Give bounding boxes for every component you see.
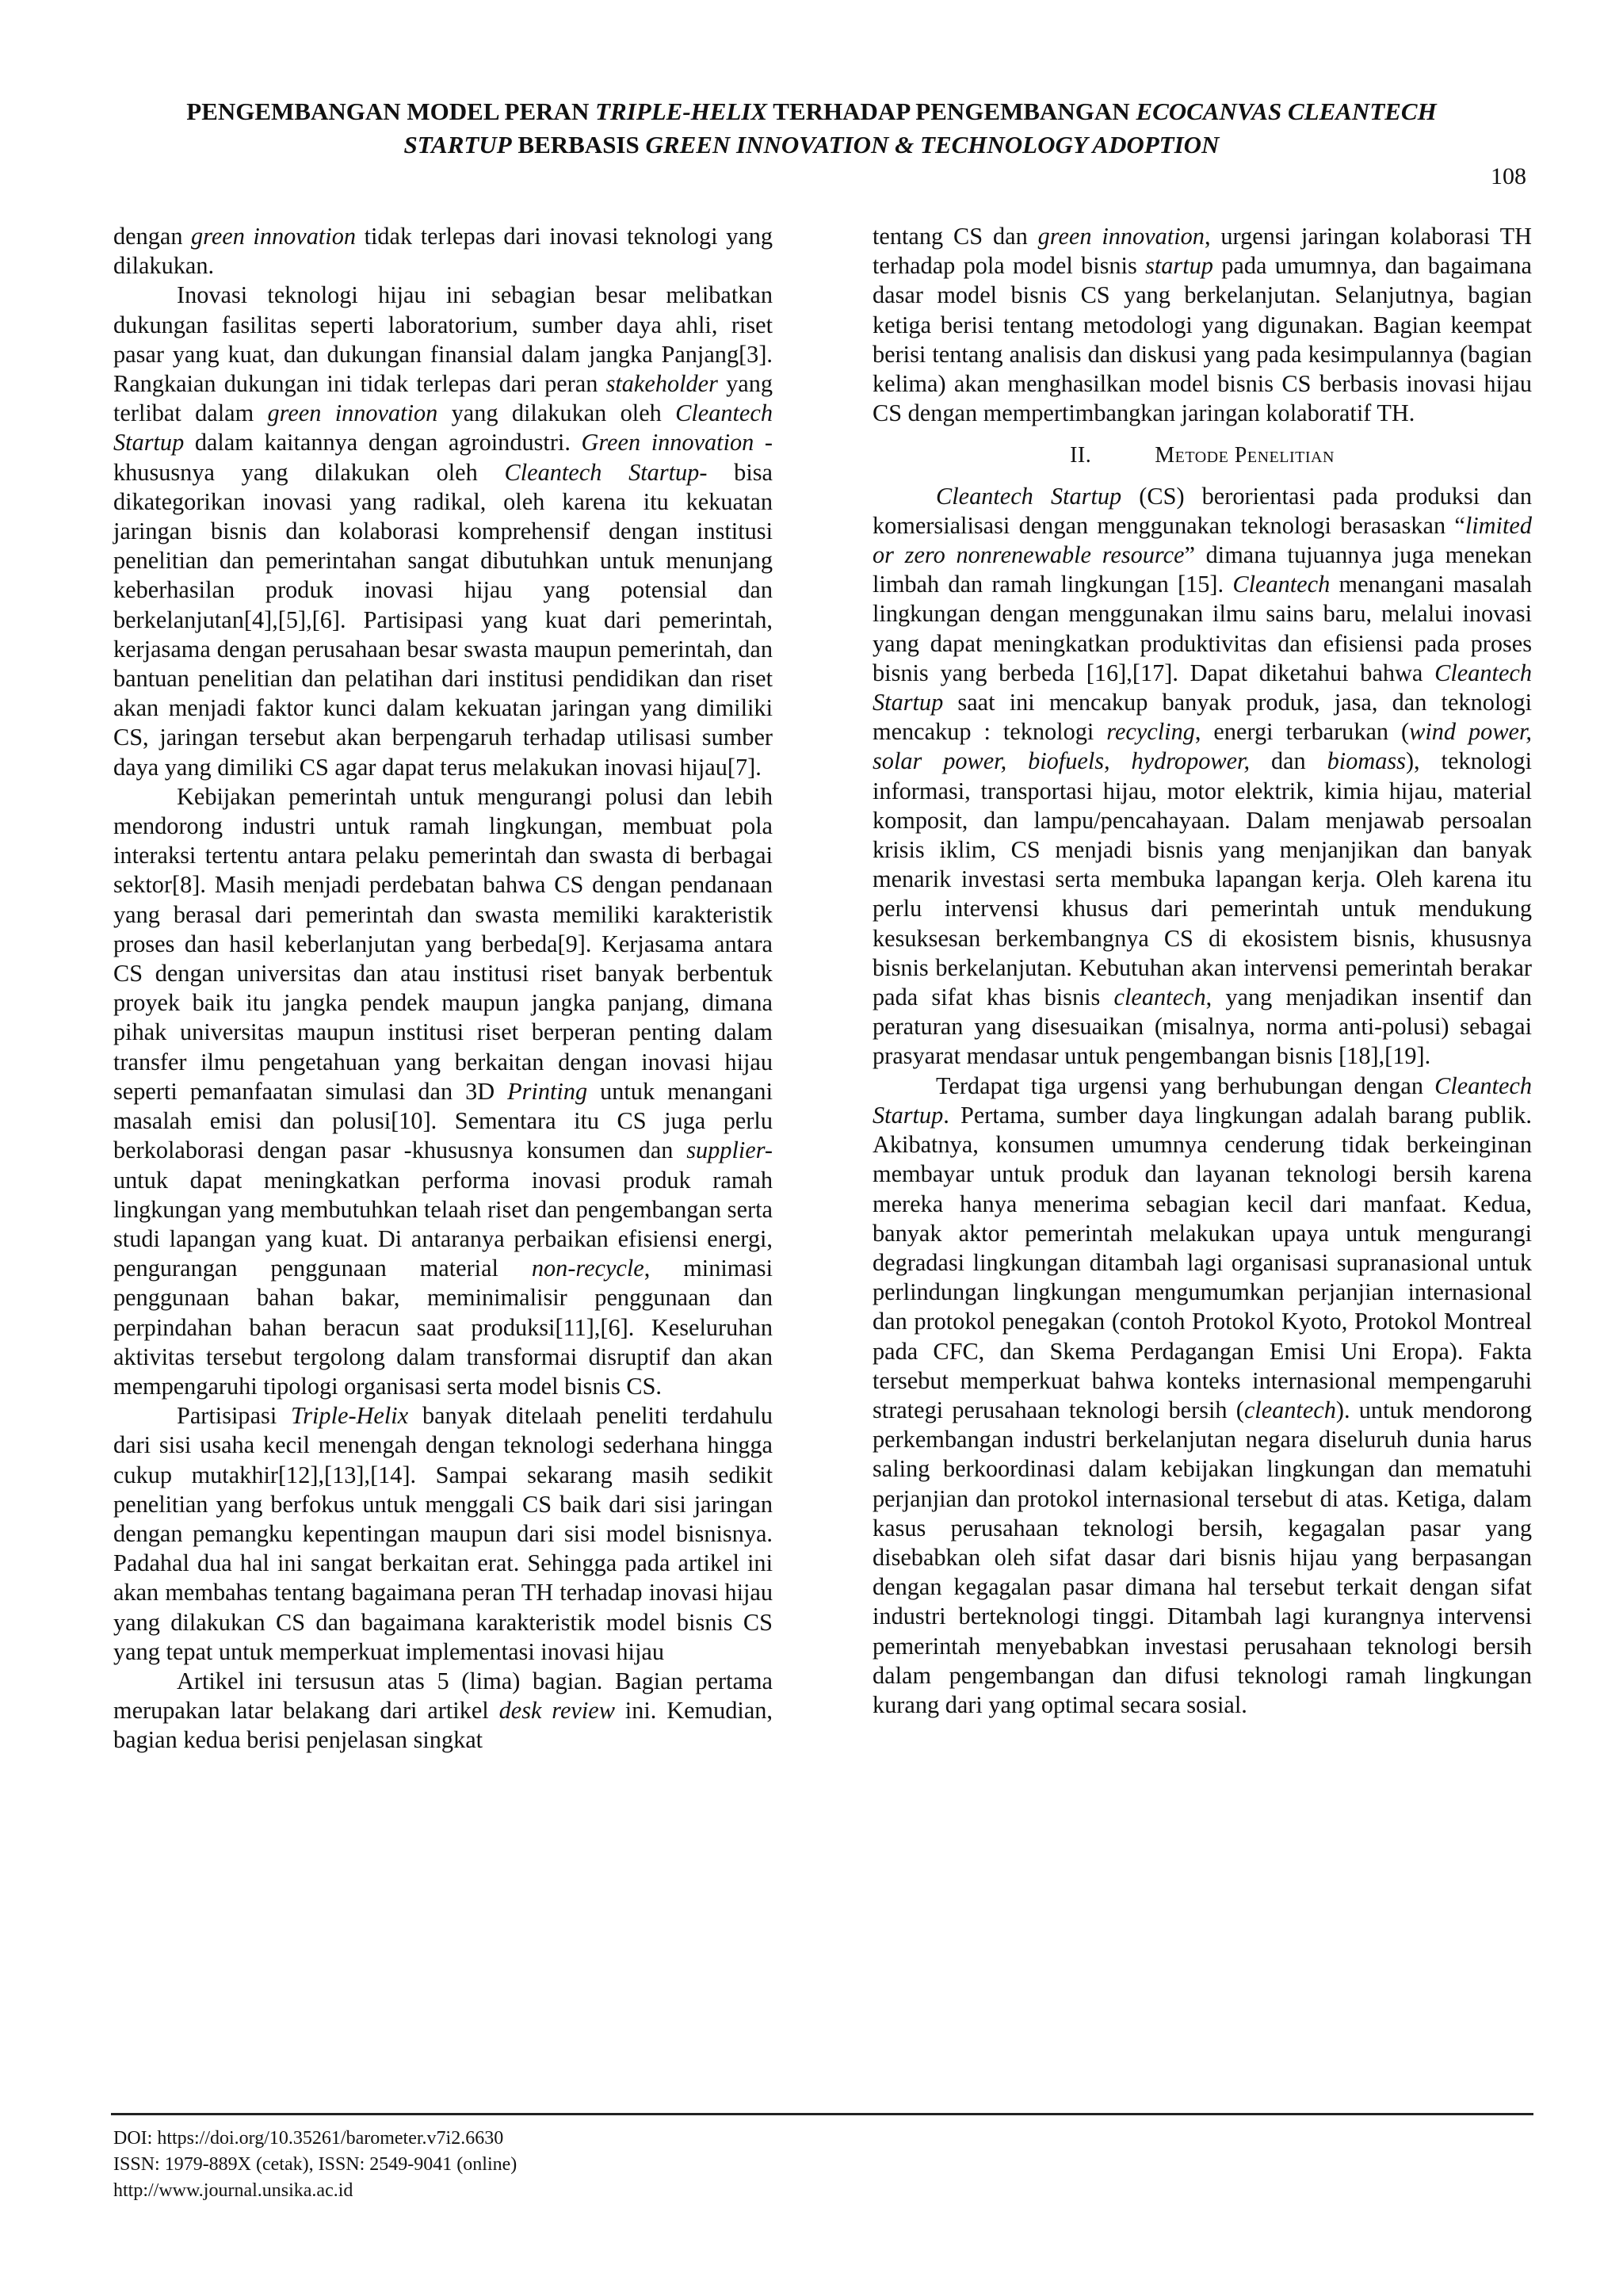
italic-text: Green innovation [581,429,754,457]
italic-text: Cleantech [1232,571,1331,598]
text-run: yang dilakukan oleh [437,399,676,427]
page-footer [113,2126,517,2204]
footer-url[interactable]: http://www.journal.unsika.ac.id [113,2180,353,2201]
italic-text: supplier- [686,1137,773,1164]
italic-text: wind power, solar power, biofuels, hydropower, [873,718,1532,775]
paragraph [113,1401,773,1667]
text-run: , yang menjadikan insentif dan peraturan yang disesuaikan (misalnya, norma anti-polusi) sebagai prasyarat mendasar untuk pengembangan bisnis [18],[19]. [873,984,1532,1070]
italic-text: Printing [507,1077,588,1105]
italic-text: green innovation [191,223,357,250]
italic-text: Cleantech Startup [936,482,1122,510]
text-run: saat ini mencakup banyak produk, jasa, dan teknologi mencakup : teknologi [873,689,1532,746]
paragraph [113,1667,773,1755]
paragraph [873,482,1532,1072]
text-run: untuk dapat meningkatkan performa inovasi produk ramah lingkungan yang membutuhkan telaah riset dan pengembangan serta studi lapangan yang kuat. Di antaranya perbaikan efisiensi energi, pengurangan penggunaan material [113,1166,773,1282]
text-run: dalam kaitannya dengan agroindustri. [184,429,582,457]
paragraph [873,222,1532,428]
text-run: Terdapat tiga urgensi yang berhubungan dengan [936,1072,1435,1099]
paragraph [113,222,773,281]
text-run: (CS) berorientasi pada produksi dan komersialisasi dengan menggunakan teknologi berasaskan “ [873,482,1532,539]
italic-text: Triple-Helix [291,1402,409,1430]
page-number: 108 [1491,163,1526,189]
text-run: ), teknologi informasi, transportasi hijau, motor elektrik, kimia hijau, material komposit, dan lampu/pencahayaan. Dalam menjawab persoalan krisis iklim, CS menjadi bisnis yang menjanjikan dan banyak menarik investasi serta membuka lapangan kerja. Oleh karena itu perlu intervensi khusus dari pemerintah untuk mendukung kesuksesan berkembangnya CS di ekosistem bisnis, khususnya bisnis berkelanjutan. Kebutuhan akan intervensi pemerintah berakar pada sifat khas bisnis [873,747,1532,1011]
text-run: Inovasi teknologi hijau ini sebagian besar melibatkan dukungan fasilitas seperti laboratorium, sumber daya ahli, riset pasar yang kuat, dan dukungan finansial dalam jangka Panjang[3]. Rangkaian dukungan ini tidak terlepas dari peran [113,281,773,398]
paragraph [873,1072,1532,1720]
right-column [873,222,1532,1720]
italic-text: green innovation [1037,223,1205,250]
text-run: ini. Kemudian, bagian kedua berisi penjelasan singkat [113,1697,773,1754]
text-run: pada umumnya, dan bagaimana dasar model bisnis CS yang berkelanjutan. Selanjutnya, bagian ketiga berisi tentang metodologi yang digunakan. Bagian keempat berisi tentang analisis dan diskusi yang pada kesimpulannya (bagian kelima) akan menghasilkan model bisnis CS berbasis inovasi hijau CS dengan mempertimbangkan jaringan kolaboratif TH. [873,252,1532,427]
footer-divider [111,2113,1533,2115]
text-run: ” dimana tujuannya juga menekan limbah dan ramah lingkungan [15]. [873,541,1532,598]
italic-text: Cleantech Startup [873,1072,1532,1129]
footer-doi: DOI: https://doi.org/10.35261/barometer.v7i2.6630 [113,2128,504,2149]
text-run: yang terlibat dalam [113,370,773,427]
italic-text: Cleantech Startup- [504,458,708,486]
text-run: . Pertama, sumber daya lingkungan adalah barang publik. Akibatnya, konsumen umumnya cenderung tidak berkeinginan membayar untuk produk dan layanan teknologi bersih karena mereka hanya menerima sebagian kecil dari manfaat. Kedua, banyak aktor pemerintah melakukan upaya untuk mengurangi degradasi lingkungan ditambah lagi organisasi supranasional untuk perlindungan lingkungan mengumumkan perjanjian internasional dan protokol penegakan (contoh Protokol Kyoto, Protokol Montreal pada CFC, dan Skema Perdagangan Emisi Uni Eropa). Fakta tersebut memperkuat bahwa konteks internasional mempengaruhi strategi perusahaan teknologi bersih ( [873,1101,1532,1423]
italic-text: green innovation [267,399,438,427]
text-run: , energi terbarukan ( [1194,718,1410,746]
text-run: dan [1250,747,1327,775]
title-line-2: STARTUP BERBASIS GREEN INNOVATION & TECHNOLOGY ADOPTION [403,131,1220,159]
title-line-1: PENGEMBANGAN MODEL PERAN TRIPLE-HELIX TERHADAP PENGEMBANGAN ECOCANVAS CLEANTECH [186,97,1437,125]
italic-text: cleantech [1113,984,1206,1011]
italic-text: Cleantech Startup [873,659,1532,716]
paragraph [113,782,773,1401]
text-run: tentang CS dan [873,223,1038,250]
text-run: Kebijakan pemerintah untuk mengurangi polusi dan lebih mendorong industri untuk ramah lingkungan, membuat pola interaksi tertentu antara pelaku pemerintah dan swasta di berbagai sektor[8]. Masih menjadi perdebatan bahwa CS dengan pendanaan yang berasal dari pemerintah dan swasta memiliki karakteristik proses dan hasil keberlanjutan yang berbeda[9]. Kerjasama antara CS dengan universitas dan atau institusi riset banyak berbentuk proyek baik itu jangka pendek maupun jangka panjang, dimana pihak universitas maupun institusi riset berperan penting dalam transfer ilmu pengetahuan yang berkaitan dengan inovasi hijau seperti pemanfaatan simulasi dan 3D [113,782,773,1105]
text-run: , urgensi jaringan kolaborasi TH terhadap pola model bisnis [873,223,1532,280]
left-column [113,222,773,1755]
text-run: -khususnya yang dilakukan oleh [113,429,773,486]
section-title: Metode Penelitian [1155,443,1335,468]
italic-text: limited or zero nonrenewable resource [873,511,1532,569]
article-running-title [111,95,1512,162]
footer-issn: ISSN: 1979-889X (cetak), ISSN: 2549-9041 (online) [113,2154,517,2175]
italic-text: startup [1145,252,1213,280]
italic-text: non-recycle [531,1255,644,1282]
italic-text: Cleantech Startup [113,399,773,457]
italic-text: desk review [498,1697,615,1725]
italic-text: stakeholder [605,370,718,398]
text-run: , minimasi penggunaan bahan bakar, meminimalisir penggunaan dan perpindahan bahan beracun saat produksi[11],[6]. Keseluruhan aktivitas tersebut tergolong dalam transformai disruptif dan akan mempengaruhi tipologi organisasi serta model bisnis CS. [113,1255,773,1400]
text-run: untuk menangani masalah emisi dan polusi[10]. Sementara itu CS juga perlu berkolaborasi dengan pasar -khususnya konsumen dan [113,1077,773,1164]
text-run: tidak terlepas dari inovasi teknologi yang dilakukan. [113,223,773,280]
text-run: Artikel ini tersusun atas 5 (lima) bagian. Bagian pertama merupakan latar belakang dari artikel [113,1667,773,1725]
text-run: ). untuk mendorong perkembangan industri berkelanjutan negara diseluruh dunia harus saling berkoordinasi dalam kebijakan lingkungan dan mematuhi perjanjian dan protokol internasional tersebut di atas. Ketiga, dalam kasus perusahaan teknologi bersih, kegagalan pasar yang disebabkan oleh sifat dasar dari bisnis hijau yang berpasangan dengan kegagalan pasar dimana hal tersebut terkait dengan sifat industri berteknologi tinggi. Ditambah lagi kurangnya intervensi pemerintah menyebabkan investasi perusahaan teknologi bersih dalam pengembangan dan difusi teknologi ramah lingkungan kurang dari yang optimal secara sosial. [873,1396,1532,1718]
italic-text: recycling [1106,718,1195,746]
italic-text: biomass [1327,747,1406,775]
text-run: banyak ditelaah peneliti terdahulu dari sisi usaha kecil menengah dengan teknologi sederhana hingga cukup mutakhir[12],[13],[14]. Sampai sekarang masih sedikit penelitian yang berfokus untuk menggali CS baik dari sisi jaringan dengan pemangku kepentingan maupun dari sisi model bisnisnya. Padahal dua hal ini sangat berkaitan erat. Sehingga pada artikel ini akan membahas tentang bagaimana peran TH terhadap inovasi hijau yang dilakukan CS dan bagaimana karakteristik model bisnis CS yang tepat untuk memperkuat implementasi inovasi hijau [113,1402,773,1665]
text-run: dengan [113,223,192,250]
text-run: menangani masalah lingkungan dengan menggunakan ilmu sains baru, melalui inovasi yang dapat meningkatkan produktivitas dan efisiensi pada proses bisnis yang berbeda [16],[17]. Dapat diketahui bahwa [873,571,1532,686]
text-run: bisa dikategorikan inovasi yang radikal, oleh karena itu kekuatan jaringan bisnis dan kolaborasi komprehensif dengan institusi penelitian dan pemerintahan sangat dibutuhkan untuk menunjang keberhasilan produk inovasi hijau yang potensial dan berkelanjutan[4],[5],[6]. Partisipasi yang kuat dari pemerintah, kerjasama dengan perusahaan besar swasta maupun pemerintah, dan bantuan penelitian dan pelatihan dari institusi pendidikan dan riset akan menjadi faktor kunci dalam kekuatan jaringan yang dimiliki CS, jaringan tersebut akan berpengaruh terhadap utilisasi sumber daya yang dimiliki CS agar dapat terus melakukan inovasi hijau[7]. [113,458,773,781]
section-number: II. [1070,443,1092,468]
text-run: Partisipasi [177,1402,292,1430]
paragraph [113,281,773,781]
italic-text: cleantech [1243,1396,1336,1423]
section-heading [873,441,1532,470]
